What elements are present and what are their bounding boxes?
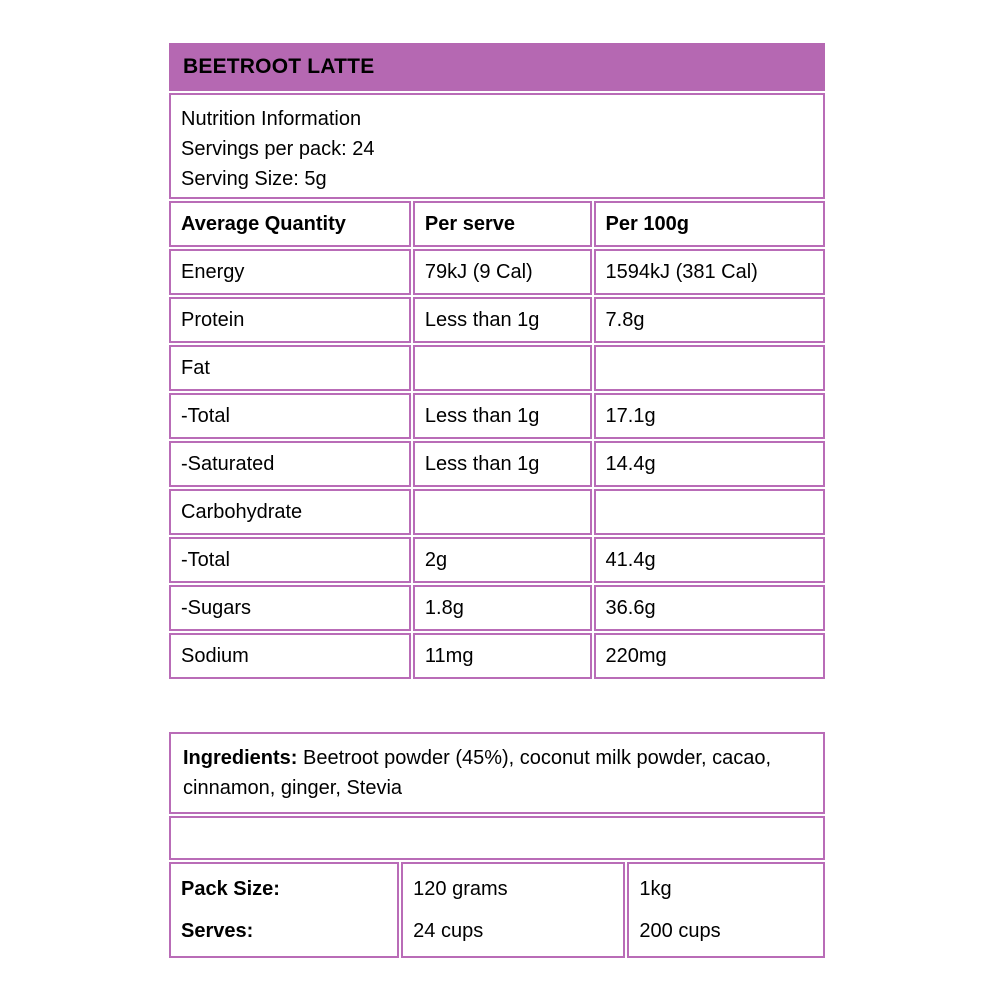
nutrition-info-heading: Nutrition Information bbox=[181, 108, 362, 130]
product-title-bar bbox=[169, 43, 825, 91]
cell-pack-small bbox=[401, 862, 625, 958]
cell-per-serve: Less than 1g bbox=[413, 393, 592, 439]
pack-size-table bbox=[167, 860, 827, 960]
cell-nutrient: Protein bbox=[169, 297, 411, 343]
product-title: BEETROOT LATTE bbox=[183, 55, 375, 78]
row-fat-total bbox=[169, 393, 825, 439]
cell-per-100g: 36.6g bbox=[594, 585, 825, 631]
serves-small-value: 24 cups bbox=[413, 920, 484, 942]
header-average-quantity: Average Quantity bbox=[169, 201, 411, 247]
cell-per-serve: Less than 1g bbox=[413, 441, 592, 487]
cell-per-100g: 7.8g bbox=[594, 297, 825, 343]
nutrition-label bbox=[169, 43, 825, 960]
ingredients-text: Beetroot powder (45%), coconut milk powder, cacao, cinnamon, ginger, Stevia bbox=[183, 747, 772, 799]
row-carb-sugars bbox=[169, 585, 825, 631]
cell-per-100g: 17.1g bbox=[594, 393, 825, 439]
cell-per-serve: Less than 1g bbox=[413, 297, 592, 343]
cell-per-100g: 41.4g bbox=[594, 537, 825, 583]
cell-nutrient: -Total bbox=[169, 393, 411, 439]
cell-nutrient: Sodium bbox=[169, 633, 411, 679]
empty-row bbox=[169, 816, 825, 860]
cell-per-100g bbox=[594, 489, 825, 535]
row-carbohydrate bbox=[169, 489, 825, 535]
cell-per-serve: 1.8g bbox=[413, 585, 592, 631]
cell-pack-labels bbox=[169, 862, 399, 958]
ingredients-box bbox=[169, 732, 825, 814]
serving-size: Serving Size: 5g bbox=[181, 168, 327, 190]
servings-per-pack: Servings per pack: 24 bbox=[181, 138, 375, 160]
cell-nutrient: -Sugars bbox=[169, 585, 411, 631]
cell-nutrient: Carbohydrate bbox=[169, 489, 411, 535]
cell-nutrient: -Saturated bbox=[169, 441, 411, 487]
cell-pack-large bbox=[627, 862, 825, 958]
pack-size-label: Pack Size: bbox=[181, 878, 280, 900]
cell-per-serve: 11mg bbox=[413, 633, 592, 679]
cell-nutrient: -Total bbox=[169, 537, 411, 583]
row-fat-saturated bbox=[169, 441, 825, 487]
pack-info-row bbox=[169, 862, 825, 958]
cell-nutrient: Fat bbox=[169, 345, 411, 391]
cell-per-100g: 1594kJ (381 Cal) bbox=[594, 249, 825, 295]
header-per-100g: Per 100g bbox=[594, 201, 825, 247]
pack-size-large-value: 1kg bbox=[639, 878, 672, 900]
serves-large-value: 200 cups bbox=[639, 920, 721, 942]
cell-per-100g: 14.4g bbox=[594, 441, 825, 487]
cell-per-100g bbox=[594, 345, 825, 391]
row-sodium bbox=[169, 633, 825, 679]
cell-per-serve bbox=[413, 345, 592, 391]
nutrition-info-box bbox=[169, 93, 825, 199]
cell-per-100g: 220mg bbox=[594, 633, 825, 679]
nutrition-table bbox=[167, 199, 827, 681]
header-per-serve: Per serve bbox=[413, 201, 592, 247]
row-energy bbox=[169, 249, 825, 295]
row-fat bbox=[169, 345, 825, 391]
serves-label: Serves: bbox=[181, 920, 254, 942]
ingredients-label: Ingredients: bbox=[183, 747, 298, 769]
cell-per-serve: 79kJ (9 Cal) bbox=[413, 249, 592, 295]
pack-size-small-value: 120 grams bbox=[413, 878, 508, 900]
cell-nutrient: Energy bbox=[169, 249, 411, 295]
row-protein bbox=[169, 297, 825, 343]
cell-per-serve bbox=[413, 489, 592, 535]
table-header-row bbox=[169, 201, 825, 247]
row-carb-total bbox=[169, 537, 825, 583]
cell-per-serve: 2g bbox=[413, 537, 592, 583]
